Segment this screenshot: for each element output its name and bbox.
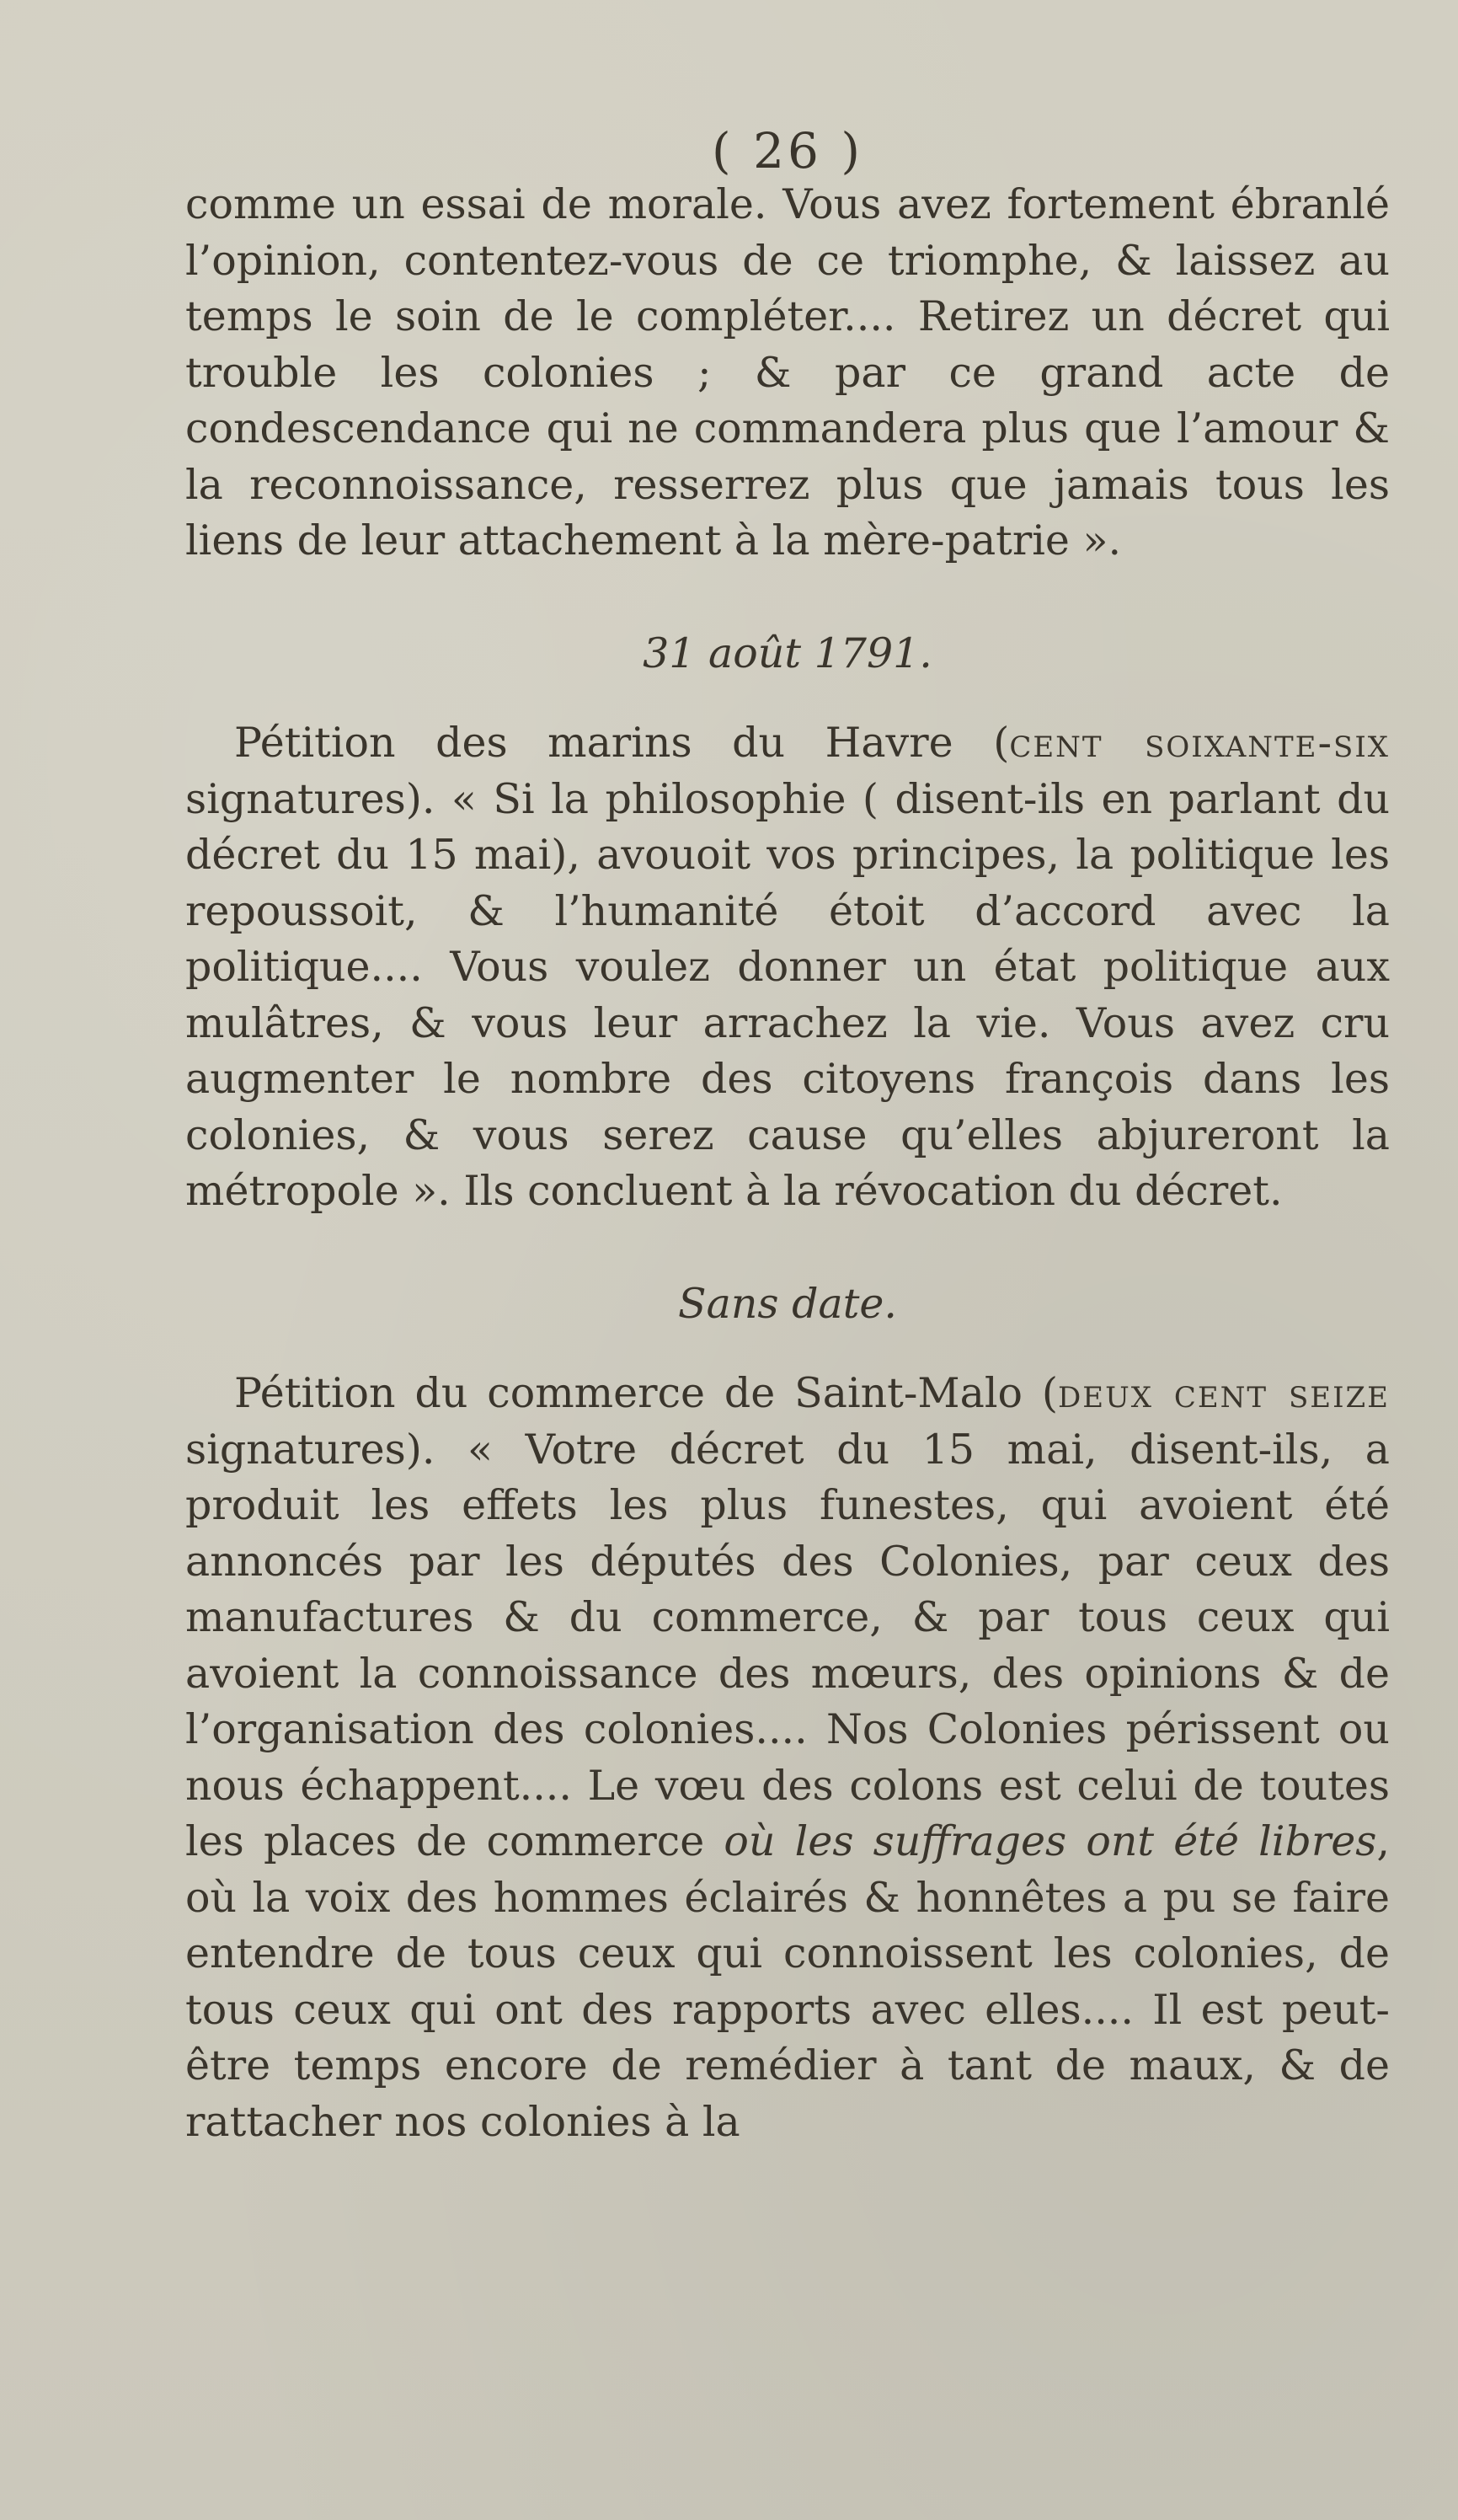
saint-malo-opening: Pétition du commerce de Saint-Malo ( — [234, 1369, 1059, 1417]
saint-malo-italic-phrase: où les suffrages ont été libres — [724, 1817, 1377, 1865]
saint-malo-paragraph — [185, 1366, 1390, 2150]
page-content — [185, 122, 1390, 2150]
havre-body: signatures). « Si la philosophie ( disent-ils en parlant du décret du 15 mai), avouoit vos principes, la politique les repoussoit, & l’humanité étoit d’accord avec la politique.... Vous voulez donner un état politique aux mulâtres, & vous leur arrachez la vie. Vous avez cru augmenter le nombre des citoyens françois dans les colonies, & vous serez cause qu’elles abjureront la métropole ». Ils concluent à la révocation du décret. — [185, 774, 1390, 1215]
date-heading-havre: 31 août 1791. — [643, 629, 932, 677]
havre-opening: Pétition des marins du Havre ( — [234, 719, 1010, 767]
page-number: ( 26 ) — [712, 122, 863, 179]
saint-malo-body-1: signatures). « Votre décret du 15 mai, disent-ils, a produit les effets les plus funestes, qui avoient été annoncés par les députés des Colonies, par ceux des manufactures & du commerce, & par tous ceux qui avoient la connoissance des mœurs, des opinions & de l’organisation des colonies.... Nos Colonies périssent ou nous échappent.... Le vœu des colons est celui de toutes les places de commerce — [185, 1425, 1390, 1865]
saint-malo-signature-count: deux cent seize — [1058, 1369, 1390, 1417]
havre-signature-count: cent soixante-six — [1009, 719, 1390, 767]
intro-paragraph: comme un essai de morale. Vous avez fortement ébranlé l’opinion, contentez-vous de ce triomphe, & laissez au temps le soin de le compléter.... Retirez un décret qui trouble les colonies ; & par ce grand acte de condescendance qui ne commandera plus que l’amour & la reconnoissance, resserrez plus que jamais tous les liens de leur attachement à la mère-patrie ». — [185, 180, 1390, 564]
havre-paragraph — [185, 715, 1390, 1220]
saint-malo-body-2: , où la voix des hommes éclairés & honnêtes a pu se faire entendre de tous ceux qui connoissent les colonies, de tous ceux qui ont des rapports avec elles.... Il est peut-être temps encore de remédier à tant de maux, & de rattacher nos colonies à la — [185, 1817, 1390, 2146]
date-heading-saint-malo: Sans date. — [678, 1279, 897, 1328]
